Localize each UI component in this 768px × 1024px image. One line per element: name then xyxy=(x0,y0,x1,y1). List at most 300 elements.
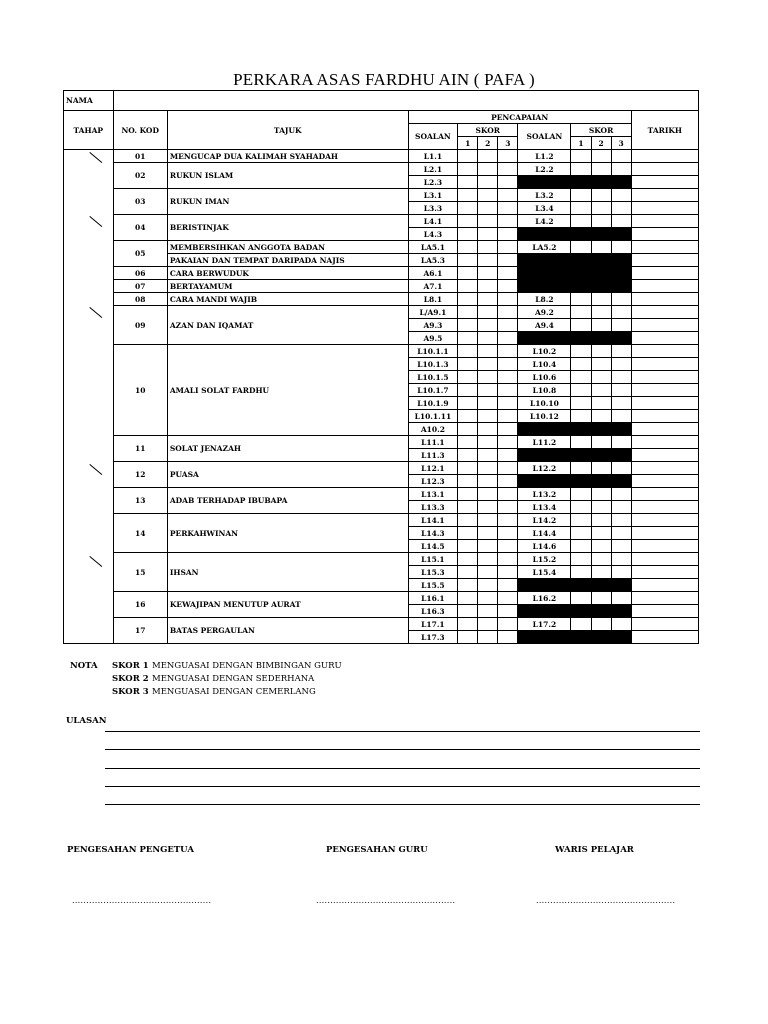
table-row xyxy=(64,163,699,176)
skor-checkbox[interactable] xyxy=(498,475,518,488)
skor-checkbox[interactable] xyxy=(571,215,591,228)
tarikh-cell[interactable] xyxy=(631,163,698,176)
skor-checkbox[interactable] xyxy=(478,501,498,514)
skor-checkbox[interactable] xyxy=(571,410,591,423)
soalan-cell: L12.1 xyxy=(408,462,458,475)
table-row xyxy=(64,592,699,605)
tarikh-cell[interactable] xyxy=(631,488,698,501)
soalan-cell: L12.3 xyxy=(408,475,458,488)
soalan-cell: L10.1.11 xyxy=(408,410,458,423)
skor-checkbox[interactable] xyxy=(571,540,591,553)
skor-checkbox[interactable] xyxy=(498,215,518,228)
skor-checkbox[interactable] xyxy=(458,605,478,618)
tarikh-cell[interactable] xyxy=(631,579,698,592)
tarikh-cell[interactable] xyxy=(631,384,698,397)
tarikh-cell[interactable] xyxy=(631,280,698,293)
skor-checkbox[interactable] xyxy=(611,501,631,514)
tarikh-cell[interactable] xyxy=(631,449,698,462)
skor-checkbox[interactable] xyxy=(591,462,611,475)
tarikh-cell[interactable] xyxy=(631,475,698,488)
skor-checkbox[interactable] xyxy=(478,553,498,566)
tarikh-cell[interactable] xyxy=(631,410,698,423)
skor-checkbox[interactable] xyxy=(498,254,518,267)
skor-checkbox[interactable] xyxy=(611,618,631,631)
tarikh-cell[interactable] xyxy=(631,618,698,631)
skor-checkbox[interactable] xyxy=(591,488,611,501)
skor-checkbox[interactable] xyxy=(591,345,611,358)
skor-checkbox[interactable] xyxy=(498,280,518,293)
skor-checkbox[interactable] xyxy=(458,436,478,449)
skor-checkbox[interactable] xyxy=(458,618,478,631)
tarikh-cell[interactable] xyxy=(631,514,698,527)
skor-checkbox[interactable] xyxy=(591,410,611,423)
skor-checkbox[interactable] xyxy=(498,631,518,644)
skor-checkbox[interactable] xyxy=(591,319,611,332)
skor-checkbox[interactable] xyxy=(498,618,518,631)
skor-checkbox[interactable] xyxy=(478,189,498,202)
soalan-cell: L10.2 xyxy=(518,345,571,358)
table-row xyxy=(64,267,699,280)
skor-checkbox[interactable] xyxy=(611,566,631,579)
tarikh-cell[interactable] xyxy=(631,397,698,410)
skor-checkbox[interactable] xyxy=(591,384,611,397)
skor-checkbox[interactable] xyxy=(478,228,498,241)
skor-checkbox[interactable] xyxy=(458,215,478,228)
soalan-cell: L13.2 xyxy=(518,488,571,501)
skor-checkbox[interactable] xyxy=(591,553,611,566)
skor-checkbox[interactable] xyxy=(498,410,518,423)
skor-checkbox[interactable] xyxy=(478,540,498,553)
skor-checkbox[interactable] xyxy=(498,605,518,618)
skor-checkbox[interactable] xyxy=(458,579,478,592)
skor-checkbox[interactable] xyxy=(571,514,591,527)
skor-checkbox[interactable] xyxy=(498,228,518,241)
skor-checkbox[interactable] xyxy=(478,150,498,163)
waris-signature-line[interactable]: ................................................. xyxy=(536,896,676,905)
skor-checkbox[interactable] xyxy=(478,527,498,540)
skor-checkbox[interactable] xyxy=(458,384,478,397)
skor-checkbox[interactable] xyxy=(611,397,631,410)
skor-checkbox[interactable] xyxy=(611,293,631,306)
table-row xyxy=(64,553,699,566)
soalan-cell: L3.4 xyxy=(518,202,571,215)
skor-checkbox[interactable] xyxy=(478,215,498,228)
pencapaian-header: PENCAPAIAN xyxy=(408,111,631,124)
skor-checkbox[interactable] xyxy=(571,306,591,319)
tarikh-cell[interactable] xyxy=(631,345,698,358)
kod-cell: 01 xyxy=(113,150,167,163)
skor-checkbox[interactable] xyxy=(498,527,518,540)
skor-checkbox[interactable] xyxy=(458,358,478,371)
soalan-cell: L10.1.7 xyxy=(408,384,458,397)
skor-checkbox[interactable] xyxy=(478,475,498,488)
skor-checkbox[interactable] xyxy=(478,592,498,605)
skor-checkbox[interactable] xyxy=(571,345,591,358)
skor-desc: MENGUASAI DENGAN BIMBINGAN GURU xyxy=(152,661,342,671)
skor-checkbox[interactable] xyxy=(611,215,631,228)
skor-checkbox[interactable] xyxy=(571,488,591,501)
skor-checkbox[interactable] xyxy=(478,631,498,644)
soalan-cell: L16.1 xyxy=(408,592,458,605)
skor-checkbox[interactable] xyxy=(591,189,611,202)
table-row xyxy=(64,514,699,527)
soalan-cell: L8.2 xyxy=(518,293,571,306)
blackout-cell xyxy=(518,254,631,267)
guru-signature-line[interactable]: ................................................. xyxy=(316,896,456,905)
soalan-cell: A7.1 xyxy=(408,280,458,293)
tarikh-cell[interactable] xyxy=(631,527,698,540)
skor-checkbox[interactable] xyxy=(478,280,498,293)
skor-checkbox[interactable] xyxy=(478,397,498,410)
tarikh-cell[interactable] xyxy=(631,462,698,475)
skor-checkbox[interactable] xyxy=(478,267,498,280)
skor-checkbox[interactable] xyxy=(611,462,631,475)
skor-checkbox[interactable] xyxy=(458,345,478,358)
skor-checkbox[interactable] xyxy=(571,397,591,410)
soalan-cell: L1.2 xyxy=(518,150,571,163)
tarikh-cell[interactable] xyxy=(631,332,698,345)
soalan-cell: LA5.2 xyxy=(518,241,571,254)
skor-checkbox[interactable] xyxy=(498,332,518,345)
tarikh-cell[interactable] xyxy=(631,566,698,579)
ulasan-line[interactable] xyxy=(105,786,700,787)
skor-checkbox[interactable] xyxy=(458,280,478,293)
skor-checkbox[interactable] xyxy=(571,293,591,306)
soalan-cell: L8.1 xyxy=(408,293,458,306)
skor-checkbox[interactable] xyxy=(611,488,631,501)
skor-checkbox[interactable] xyxy=(571,527,591,540)
skor-checkbox[interactable] xyxy=(458,254,478,267)
skor-checkbox[interactable] xyxy=(458,306,478,319)
skor-checkbox[interactable] xyxy=(458,410,478,423)
skor-checkbox[interactable] xyxy=(478,384,498,397)
skor-checkbox[interactable] xyxy=(458,293,478,306)
skor-checkbox[interactable] xyxy=(498,553,518,566)
skor-checkbox[interactable] xyxy=(458,319,478,332)
kod-cell: 11 xyxy=(113,436,167,462)
kod-cell: 15 xyxy=(113,553,167,592)
skor-col-1: 1 xyxy=(458,137,478,150)
skor-header-1: SKOR xyxy=(458,124,518,137)
skor-checkbox[interactable] xyxy=(571,150,591,163)
tarikh-cell[interactable] xyxy=(631,189,698,202)
pengesahan-guru-label: PENGESAHAN GURU xyxy=(326,845,428,855)
skor-checkbox[interactable] xyxy=(591,501,611,514)
skor-checkbox[interactable] xyxy=(478,371,498,384)
skor-checkbox[interactable] xyxy=(498,371,518,384)
skor-checkbox[interactable] xyxy=(498,306,518,319)
tajuk-cell: AMALI SOLAT FARDHU xyxy=(167,345,408,436)
skor-checkbox[interactable] xyxy=(611,371,631,384)
ulasan-line[interactable] xyxy=(105,749,700,750)
kod-cell: 08 xyxy=(113,293,167,306)
ulasan-line[interactable] xyxy=(105,804,700,805)
skor-checkbox[interactable] xyxy=(611,436,631,449)
skor-checkbox[interactable] xyxy=(611,527,631,540)
tarikh-cell[interactable] xyxy=(631,423,698,436)
skor-checkbox[interactable] xyxy=(498,488,518,501)
skor-checkbox[interactable] xyxy=(478,202,498,215)
skor-checkbox[interactable] xyxy=(611,410,631,423)
skor-checkbox[interactable] xyxy=(591,163,611,176)
skor-checkbox[interactable] xyxy=(591,371,611,384)
skor-checkbox[interactable] xyxy=(458,332,478,345)
skor-checkbox[interactable] xyxy=(458,267,478,280)
kod-cell: 04 xyxy=(113,215,167,241)
skor-checkbox[interactable] xyxy=(591,241,611,254)
tarikh-cell[interactable] xyxy=(631,254,698,267)
skor-checkbox[interactable] xyxy=(571,592,591,605)
skor-checkbox[interactable] xyxy=(458,488,478,501)
skor-checkbox[interactable] xyxy=(478,605,498,618)
skor-checkbox[interactable] xyxy=(591,514,611,527)
skor-checkbox[interactable] xyxy=(478,488,498,501)
tarikh-cell[interactable] xyxy=(631,501,698,514)
skor-checkbox[interactable] xyxy=(458,163,478,176)
soalan-cell: L11.2 xyxy=(518,436,571,449)
skor-checkbox[interactable] xyxy=(458,202,478,215)
skor-checkbox[interactable] xyxy=(478,579,498,592)
ulasan-line[interactable] xyxy=(105,768,700,769)
skor-checkbox[interactable] xyxy=(591,215,611,228)
soalan-cell: L4.2 xyxy=(518,215,571,228)
soalan-cell: L10.4 xyxy=(518,358,571,371)
tarikh-cell[interactable] xyxy=(631,540,698,553)
skor-checkbox[interactable] xyxy=(478,462,498,475)
tajuk-cell: CARA BERWUDUK xyxy=(167,267,408,280)
skor-checkbox[interactable] xyxy=(498,449,518,462)
pengesahan-pengetua-label: PENGESAHAN PENGETUA xyxy=(67,845,194,855)
skor-checkbox[interactable] xyxy=(571,189,591,202)
skor-checkbox[interactable] xyxy=(498,462,518,475)
skor-checkbox[interactable] xyxy=(611,345,631,358)
tarikh-cell[interactable] xyxy=(631,241,698,254)
skor-checkbox[interactable] xyxy=(458,189,478,202)
skor-checkbox[interactable] xyxy=(458,527,478,540)
skor-checkbox[interactable] xyxy=(458,397,478,410)
skor-header-2: SKOR xyxy=(571,124,631,137)
skor-checkbox[interactable] xyxy=(571,384,591,397)
skor-checkbox[interactable] xyxy=(498,592,518,605)
skor-checkbox[interactable] xyxy=(458,514,478,527)
skor-checkbox[interactable] xyxy=(498,150,518,163)
skor-checkbox[interactable] xyxy=(478,319,498,332)
skor-checkbox[interactable] xyxy=(478,566,498,579)
soalan-cell: L4.3 xyxy=(408,228,458,241)
skor-checkbox[interactable] xyxy=(478,176,498,189)
kod-cell: 02 xyxy=(113,163,167,189)
skor-checkbox[interactable] xyxy=(478,410,498,423)
skor-checkbox[interactable] xyxy=(478,618,498,631)
skor-checkbox[interactable] xyxy=(498,358,518,371)
soalan-cell: L14.3 xyxy=(408,527,458,540)
skor-col-2: 2 xyxy=(478,137,498,150)
skor-checkbox[interactable] xyxy=(458,566,478,579)
skor-checkbox[interactable] xyxy=(498,189,518,202)
tarikh-cell[interactable] xyxy=(631,605,698,618)
kod-cell: 10 xyxy=(113,345,167,436)
skor-checkbox[interactable] xyxy=(611,163,631,176)
soalan-cell: L10.1.9 xyxy=(408,397,458,410)
tajuk-cell: CARA MANDI WAJIB xyxy=(167,293,408,306)
skor-checkbox[interactable] xyxy=(458,176,478,189)
skor-checkbox[interactable] xyxy=(571,163,591,176)
skor-checkbox[interactable] xyxy=(498,514,518,527)
skor-checkbox[interactable] xyxy=(611,189,631,202)
tarikh-cell[interactable] xyxy=(631,371,698,384)
skor-checkbox[interactable] xyxy=(478,436,498,449)
tarikh-header: TARIKH xyxy=(631,111,698,150)
skor-checkbox[interactable] xyxy=(611,202,631,215)
skor-checkbox[interactable] xyxy=(478,241,498,254)
skor-checkbox[interactable] xyxy=(571,202,591,215)
tarikh-cell[interactable] xyxy=(631,436,698,449)
skor-checkbox[interactable] xyxy=(591,306,611,319)
skor-checkbox[interactable] xyxy=(591,618,611,631)
skor-checkbox[interactable] xyxy=(458,631,478,644)
soalan-cell: L10.6 xyxy=(518,371,571,384)
skor-checkbox[interactable] xyxy=(571,553,591,566)
skor-checkbox[interactable] xyxy=(498,319,518,332)
skor-checkbox[interactable] xyxy=(498,501,518,514)
skor-checkbox[interactable] xyxy=(478,332,498,345)
skor-checkbox[interactable] xyxy=(458,540,478,553)
skor-checkbox[interactable] xyxy=(571,566,591,579)
table-row xyxy=(64,345,699,358)
kod-cell: 17 xyxy=(113,618,167,644)
skor-checkbox[interactable] xyxy=(478,514,498,527)
skor-checkbox[interactable] xyxy=(478,358,498,371)
skor-checkbox[interactable] xyxy=(591,592,611,605)
tarikh-cell[interactable] xyxy=(631,176,698,189)
soalan-cell: L10.1.5 xyxy=(408,371,458,384)
blackout-cell xyxy=(518,605,631,618)
skor-checkbox[interactable] xyxy=(458,462,478,475)
skor-checkbox[interactable] xyxy=(458,449,478,462)
skor-checkbox[interactable] xyxy=(591,293,611,306)
skor-checkbox[interactable] xyxy=(591,150,611,163)
skor-checkbox[interactable] xyxy=(611,592,631,605)
skor-checkbox[interactable] xyxy=(458,475,478,488)
skor-checkbox[interactable] xyxy=(611,358,631,371)
skor-checkbox[interactable] xyxy=(458,241,478,254)
tajuk-cell: MENGUCAP DUA KALIMAH SYAHADAH xyxy=(167,150,408,163)
skor-checkbox[interactable] xyxy=(591,436,611,449)
skor-checkbox[interactable] xyxy=(591,202,611,215)
skor-checkbox[interactable] xyxy=(458,228,478,241)
skor-checkbox[interactable] xyxy=(571,618,591,631)
skor-checkbox[interactable] xyxy=(498,436,518,449)
tarikh-cell[interactable] xyxy=(631,553,698,566)
ulasan-line[interactable] xyxy=(105,731,700,732)
skor-checkbox[interactable] xyxy=(571,501,591,514)
tarikh-cell[interactable] xyxy=(631,631,698,644)
skor-checkbox[interactable] xyxy=(458,423,478,436)
skor-checkbox[interactable] xyxy=(611,384,631,397)
skor-checkbox[interactable] xyxy=(571,371,591,384)
skor-checkbox[interactable] xyxy=(478,306,498,319)
soalan-cell: L13.1 xyxy=(408,488,458,501)
skor-checkbox[interactable] xyxy=(498,241,518,254)
skor-checkbox[interactable] xyxy=(498,345,518,358)
skor-checkbox[interactable] xyxy=(611,553,631,566)
skor-checkbox[interactable] xyxy=(591,358,611,371)
tarikh-cell[interactable] xyxy=(631,592,698,605)
skor-checkbox[interactable] xyxy=(571,436,591,449)
pengetua-signature-line[interactable]: ................................................. xyxy=(72,896,212,905)
skor-checkbox[interactable] xyxy=(478,293,498,306)
skor-checkbox[interactable] xyxy=(611,540,631,553)
skor-col-2: 2 xyxy=(591,137,611,150)
skor-checkbox[interactable] xyxy=(498,540,518,553)
skor-checkbox[interactable] xyxy=(458,501,478,514)
skor-checkbox[interactable] xyxy=(498,566,518,579)
skor-checkbox[interactable] xyxy=(591,540,611,553)
soalan-cell: L15.1 xyxy=(408,553,458,566)
tarikh-cell[interactable] xyxy=(631,150,698,163)
tarikh-cell[interactable] xyxy=(631,306,698,319)
skor-checkbox[interactable] xyxy=(591,566,611,579)
skor-checkbox[interactable] xyxy=(498,163,518,176)
tarikh-cell[interactable] xyxy=(631,319,698,332)
skor-checkbox[interactable] xyxy=(498,293,518,306)
skor-checkbox[interactable] xyxy=(571,319,591,332)
skor-checkbox[interactable] xyxy=(498,579,518,592)
tarikh-cell[interactable] xyxy=(631,293,698,306)
nota-row xyxy=(70,686,342,699)
tarikh-cell[interactable] xyxy=(631,228,698,241)
table-row xyxy=(64,189,699,202)
nama-field[interactable] xyxy=(113,91,698,111)
skor-checkbox[interactable] xyxy=(458,592,478,605)
skor-checkbox[interactable] xyxy=(611,319,631,332)
skor-checkbox[interactable] xyxy=(478,449,498,462)
soalan-cell: A6.1 xyxy=(408,267,458,280)
skor-checkbox[interactable] xyxy=(478,163,498,176)
skor-checkbox[interactable] xyxy=(498,397,518,410)
skor-checkbox[interactable] xyxy=(478,254,498,267)
skor-checkbox[interactable] xyxy=(611,241,631,254)
skor-checkbox[interactable] xyxy=(611,150,631,163)
skor-checkbox[interactable] xyxy=(571,358,591,371)
skor-checkbox[interactable] xyxy=(478,345,498,358)
skor-checkbox[interactable] xyxy=(611,514,631,527)
tahap-cell[interactable] xyxy=(64,150,114,644)
soalan-cell: L17.1 xyxy=(408,618,458,631)
soalan-cell: L16.3 xyxy=(408,605,458,618)
skor-checkbox[interactable] xyxy=(591,397,611,410)
skor-checkbox[interactable] xyxy=(458,371,478,384)
skor-checkbox[interactable] xyxy=(498,384,518,397)
tarikh-cell[interactable] xyxy=(631,202,698,215)
skor-checkbox[interactable] xyxy=(591,527,611,540)
skor-checkbox[interactable] xyxy=(571,241,591,254)
skor-checkbox[interactable] xyxy=(498,176,518,189)
skor-checkbox[interactable] xyxy=(571,462,591,475)
skor-checkbox[interactable] xyxy=(458,553,478,566)
skor-checkbox[interactable] xyxy=(458,150,478,163)
skor-checkbox[interactable] xyxy=(498,423,518,436)
skor-checkbox[interactable] xyxy=(498,267,518,280)
skor-checkbox[interactable] xyxy=(498,202,518,215)
tarikh-cell[interactable] xyxy=(631,215,698,228)
tarikh-cell[interactable] xyxy=(631,267,698,280)
tarikh-cell[interactable] xyxy=(631,358,698,371)
skor-checkbox[interactable] xyxy=(478,423,498,436)
table-row xyxy=(64,436,699,449)
skor-checkbox[interactable] xyxy=(611,306,631,319)
soalan-cell: A9.3 xyxy=(408,319,458,332)
